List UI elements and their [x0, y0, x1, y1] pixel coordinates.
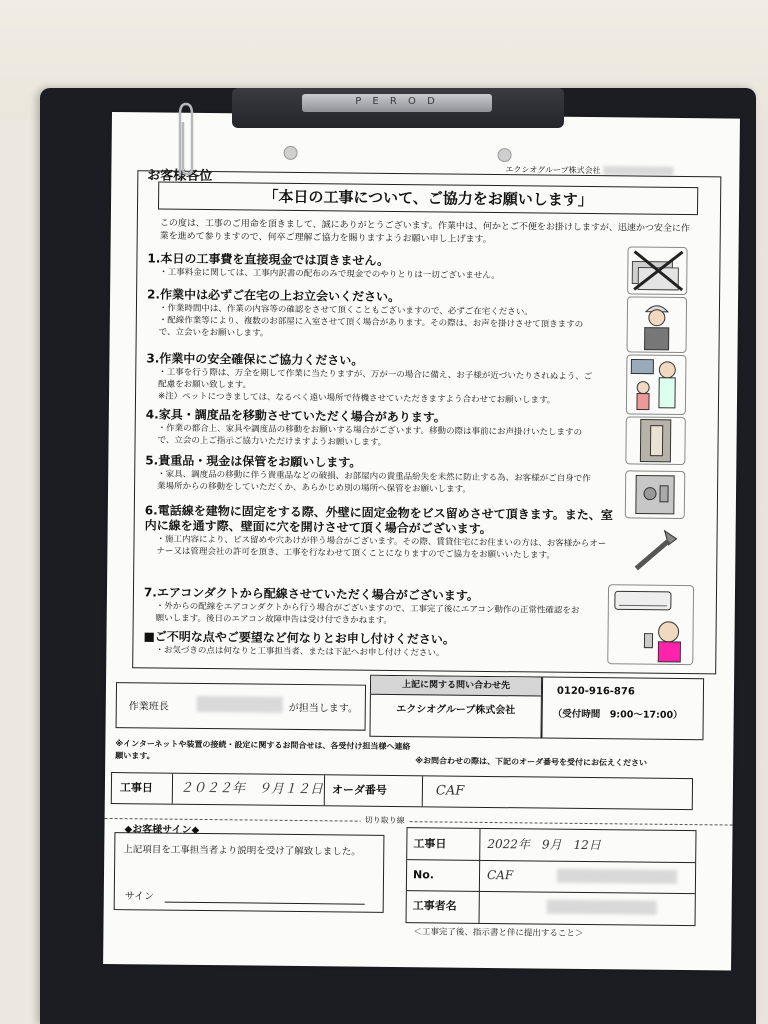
section-body: ・お気づきの点は何なりと工事担当者、または下記へお申し付けください。: [155, 645, 445, 659]
section-body: ・家具、調度品の移動に伴う貴重品などの破損、お部屋内の貴重品紛失を未然に防止する為、お客様がご自身で作業場所からの移動をしていただくか、あらかじめ別の場所へ保管をお願いします。: [157, 469, 591, 495]
section-title: 6.電話線を建物に固定をする際、外壁に固定金物をビス留めさせて頂きます。また、室内に線を通す際、壁面に穴を開けさせて頂く場合がございます。: [144, 503, 613, 536]
section-inquiry: [143, 629, 613, 661]
receipt-worker-label: 工事者名: [412, 899, 457, 913]
intro-text: この度は、工事のご用命を頂きまして、誠にありがとうございます。作業中は、何かとご不便をお掛けしますが、迅速かつ安全に作業を進めて参りますので、何卒ご理解ご協力を賜りますようお願い申し上げます。: [159, 218, 690, 245]
date-label: 工事日: [119, 781, 153, 795]
receipt-date-row: [407, 828, 695, 863]
section-body: ・施工内容により、ビス留めや穴あけが伴う場合がございます。その際、賃貸住宅にお住まいの方は、お客様からオーナー又は管理会社の許可を頂き、工事を行なわせて頂くことになりますのでご協力をお願いいたします。: [156, 534, 607, 561]
phone-number[interactable]: 0120-916-876: [556, 685, 635, 698]
no-cash-icon: [627, 246, 687, 295]
crew-label: 作業班長: [128, 701, 169, 713]
section-title: 2.作業中は必ずご在宅の上お立会いください。: [147, 287, 401, 305]
order-value[interactable]: CAF: [435, 783, 465, 799]
notice-sheet: [103, 112, 740, 971]
section-body: ・外からの配線をエアコンダクトから行う場合がございますので、工事完了後にエアコン動作の正常性確認をお願いします。後日のエアコン故障申告は受け付できかねます。: [155, 601, 580, 626]
paperclip-icon: [172, 100, 198, 180]
clip-plate-text: P E R O D: [355, 96, 439, 107]
section-6: [144, 503, 615, 562]
sign-label: サイン: [124, 891, 155, 903]
section-body: ・工事を行う際は、万全を期して作業に当たりますが、万が一の場合に備え、お子様が近づいたりされぬよう、ご配慮をお願い致します。 ※注）ペットにつきましては、なるべく遠い場所で待機させていただきますよう合わせてお願いします。: [157, 367, 593, 406]
phone-hours: （受付時間 9:00〜17:00）: [552, 708, 683, 722]
receipt-date-label: 工事日: [413, 837, 447, 851]
inquiry-company: エクシオグループ株式会社: [396, 704, 516, 717]
divider: [172, 774, 173, 804]
receipt-form: [406, 827, 697, 926]
family-icon: [626, 354, 687, 415]
receipt-date-value[interactable]: 2022年 9月 12日: [487, 836, 601, 853]
section-title: 5.貴重品・現金は保管をお願いします。: [145, 453, 362, 470]
clip-plate: [302, 94, 492, 112]
sign-statement: 上記項目を工事担当者より説明を受け了解致しました。: [123, 844, 361, 858]
inquiry-box: [369, 675, 542, 739]
section-title: 4.家具・調度品を移動させていただく場合があります。: [145, 407, 446, 425]
furniture-icon: [625, 416, 685, 465]
notice-title: 「本日の工事について、ご協力をお願いします」: [158, 181, 698, 215]
inquiry-header: 上記に関する問い合わせ先: [371, 676, 541, 697]
phone-box: [541, 677, 704, 741]
section-title: ■ご不明な点やご要望など何なりとお申し付けください。: [143, 629, 455, 647]
receipt-worker-row: [407, 890, 695, 924]
section-title: 1.本日の工事費を直接現金では頂きません。: [147, 251, 390, 268]
note-right: ※お問合わせの際は、下記のオーダ番号を受付にお伝えください: [415, 756, 648, 768]
punch-hole: [497, 148, 511, 162]
work-date-row: [111, 772, 693, 810]
clipboard-clip[interactable]: [232, 88, 564, 128]
receipt-no-row: [407, 859, 695, 894]
receipt-no-value[interactable]: CAF: [486, 867, 514, 883]
worker-icon: [627, 296, 688, 353]
note-left: ※インターネットや装置の接続・設定に関するお問合せは、各受付け担当様へ連絡願います。: [115, 739, 411, 761]
redacted-name: [197, 696, 283, 713]
order-label: オーダ番号: [331, 783, 387, 797]
section-1: [147, 251, 587, 283]
sign-header: ◆お客様サイン◆: [124, 824, 200, 836]
signature-box[interactable]: [114, 832, 385, 913]
section-4: [146, 407, 596, 451]
notice-body: [132, 170, 721, 674]
section-3: [146, 351, 597, 407]
section-5: [145, 453, 595, 497]
redacted-name: [547, 900, 657, 915]
safe-icon: [625, 470, 685, 519]
date-value[interactable]: ２０２２年 ９月１２日: [179, 780, 324, 798]
crew-leader-box: [116, 682, 366, 731]
punch-hole: [284, 146, 298, 160]
salutation: お客様各位: [147, 168, 213, 185]
receipt-footer: ＜工事完了後、指示書と伴に提出すること＞: [413, 927, 584, 939]
header-company-name: エクシオグループ株式会社: [505, 165, 601, 176]
section-title: 3.作業中の安全確保にご協力ください。: [146, 351, 364, 368]
signature-line: [165, 902, 365, 905]
crew-suffix: が担当します。: [288, 702, 359, 715]
divider: [324, 775, 325, 805]
divider: [422, 776, 423, 806]
section-7: [144, 585, 584, 629]
section-body: ・作業時間中は、作業の内容等の確認をさせて頂くこともございますので、必ずご在宅ください。 ・配線作業等により、複数のお部屋に入室させて頂く場合があります。その際は、お声を掛けさせて頂きますので、立会いをお願いします。: [158, 303, 584, 339]
cut-label: 切り取り線: [361, 815, 409, 827]
section-title: 7.エアコンダクトから配線させていただく場合がございます。: [143, 585, 479, 603]
section-body: ・工事料金に関しては、工事内訳書の配布のみで現金でのやりとりは一切ございません。: [159, 267, 500, 282]
section-2: [147, 287, 588, 343]
contact-row: [109, 672, 722, 742]
redacted-block: [557, 869, 677, 884]
receipt-no-label: No.: [412, 868, 435, 882]
aircon-icon: [607, 584, 694, 665]
section-body: ・作業の都合上、家具や調度品の移動をお願いする場合がございます。移動の際は事前にお声掛けいたしますので、立会の上ご指示ご協力いただけますようお願いします。: [157, 423, 583, 448]
screw-icon: [624, 526, 682, 573]
